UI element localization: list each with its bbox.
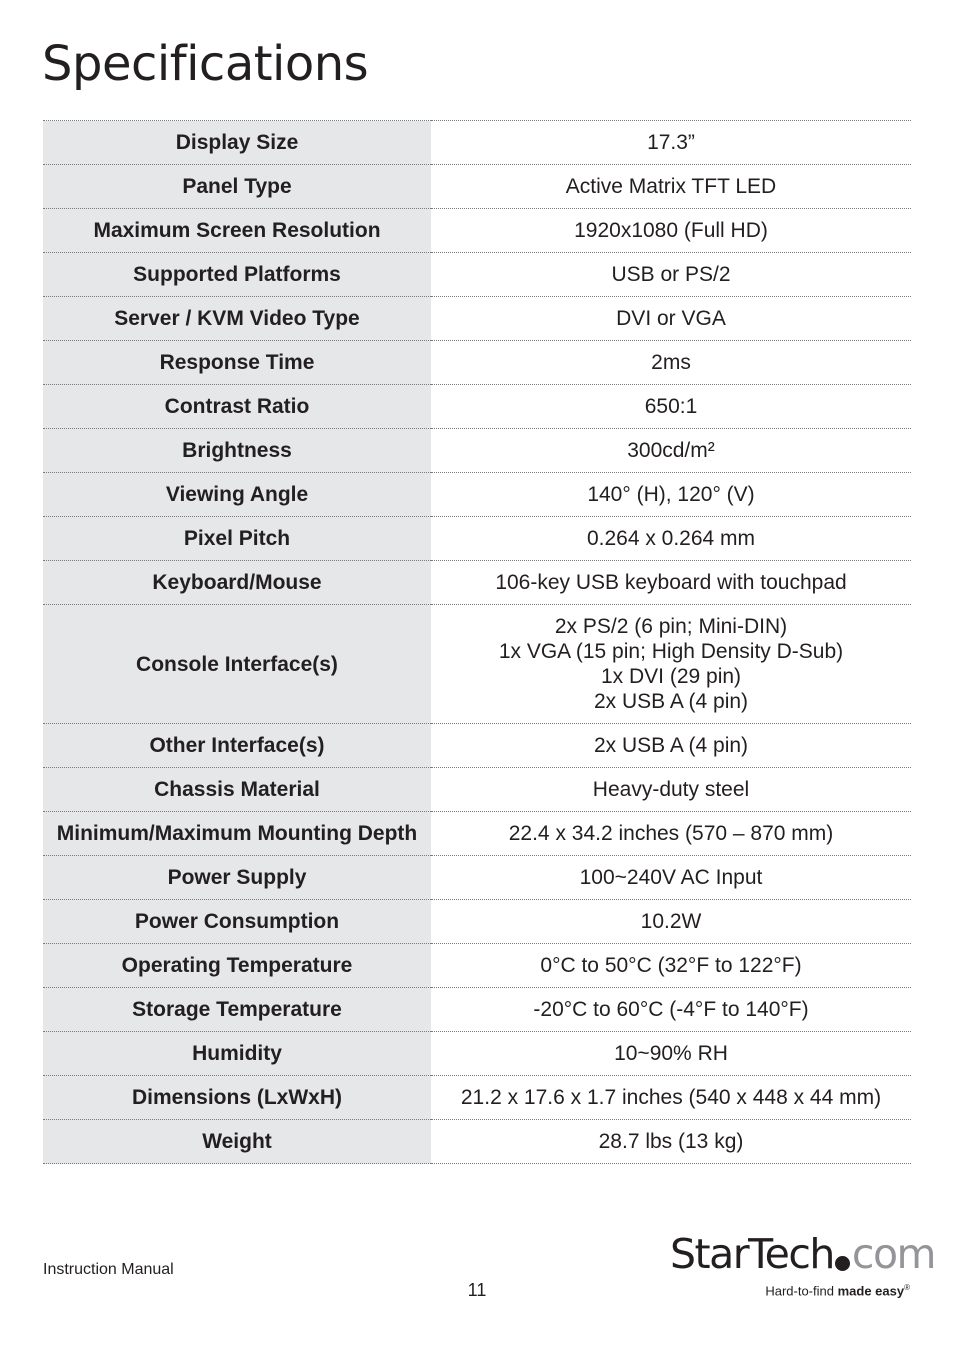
spec-value-line: 100~240V AC Input [579, 866, 763, 889]
tagline-regular: Hard-to-find [765, 1283, 834, 1299]
spec-value [431, 1120, 911, 1164]
spec-row [43, 1076, 911, 1120]
specifications-table-body [43, 121, 911, 1164]
spec-row [43, 297, 911, 341]
spec-value [431, 517, 911, 561]
spec-value-line: 106-key USB keyboard with touchpad [495, 571, 847, 594]
spec-row [43, 473, 911, 517]
spec-value-line: -20°C to 60°C (-4°F to 140°F) [533, 998, 809, 1021]
spec-value [431, 812, 911, 856]
spec-row [43, 812, 911, 856]
spec-value [431, 385, 911, 429]
spec-value [431, 900, 911, 944]
spec-label: Console Interface(s) [43, 605, 431, 724]
spec-row [43, 253, 911, 297]
spec-label: Chassis Material [43, 768, 431, 812]
spec-value [431, 429, 911, 473]
spec-row [43, 561, 911, 605]
spec-value-line: 1x VGA (15 pin; High Density D-Sub) [498, 640, 844, 663]
spec-value-line: 140° (H), 120° (V) [587, 483, 755, 506]
spec-label: Storage Temperature [43, 988, 431, 1032]
spec-value [431, 1032, 911, 1076]
spec-value-line: 0°C to 50°C (32°F to 122°F) [540, 954, 802, 977]
spec-label: Contrast Ratio [43, 385, 431, 429]
spec-row [43, 605, 911, 724]
spec-value-line: 650:1 [644, 395, 698, 418]
spec-label: Other Interface(s) [43, 724, 431, 768]
spec-row [43, 988, 911, 1032]
spec-row [43, 900, 911, 944]
spec-value-line: 2x USB A (4 pin) [593, 690, 749, 713]
spec-value-line: 1x DVI (29 pin) [600, 665, 742, 688]
spec-label: Minimum/Maximum Mounting Depth [43, 812, 431, 856]
spec-value [431, 605, 911, 724]
spec-label: Supported Platforms [43, 253, 431, 297]
startech-logo [670, 1230, 935, 1304]
spec-value-line: USB or PS/2 [611, 263, 731, 286]
tagline-bold: made easy [837, 1283, 905, 1299]
spec-value [431, 944, 911, 988]
logo-suffix: com [851, 1230, 935, 1278]
spec-value-line: Active Matrix TFT LED [565, 175, 777, 198]
spec-label: Operating Temperature [43, 944, 431, 988]
spec-label: Weight [43, 1120, 431, 1164]
spec-value [431, 724, 911, 768]
spec-label: Keyboard/Mouse [43, 561, 431, 605]
spec-value-line: 2ms [651, 351, 691, 374]
spec-value [431, 856, 911, 900]
spec-value [431, 341, 911, 385]
spec-label: Humidity [43, 1032, 431, 1076]
logo-wordmark [670, 1232, 935, 1276]
spec-label: Dimensions (LxWxH) [43, 1076, 431, 1120]
spec-value [431, 561, 911, 605]
spec-row [43, 429, 911, 473]
specifications-table [43, 120, 911, 1164]
spec-value-line: 21.2 x 17.6 x 1.7 inches (540 x 448 x 44 mm) [460, 1086, 882, 1109]
spec-value-line: 1920x1080 (Full HD) [574, 219, 768, 242]
spec-row [43, 165, 911, 209]
footer-document-label: Instruction Manual [43, 1261, 174, 1278]
spec-value-line: 10~90% RH [614, 1042, 728, 1065]
spec-value-line: 300cd/m² [627, 439, 715, 462]
spec-value [431, 988, 911, 1032]
spec-row [43, 1120, 911, 1164]
spec-value-line: Heavy-duty steel [592, 778, 750, 801]
spec-row [43, 1032, 911, 1076]
spec-row [43, 517, 911, 561]
spec-row [43, 341, 911, 385]
spec-value [431, 768, 911, 812]
spec-label: Pixel Pitch [43, 517, 431, 561]
spec-label: Response Time [43, 341, 431, 385]
spec-value-line: 2x USB A (4 pin) [593, 734, 749, 757]
spec-label: Power Supply [43, 856, 431, 900]
spec-label: Viewing Angle [43, 473, 431, 517]
spec-value [431, 1076, 911, 1120]
logo-name: StarTech [670, 1230, 834, 1278]
spec-row [43, 209, 911, 253]
spec-value-line: DVI or VGA [616, 307, 726, 330]
registered-mark: ® [904, 1283, 910, 1292]
page-number: 11 [467, 1280, 487, 1300]
spec-row [43, 944, 911, 988]
spec-value-line: 22.4 x 34.2 inches (570 – 870 mm) [508, 822, 834, 845]
spec-value [431, 209, 911, 253]
spec-value-line: 2x PS/2 (6 pin; Mini-DIN) [554, 615, 788, 638]
logo-dot-icon [835, 1256, 850, 1271]
spec-label: Display Size [43, 121, 431, 165]
spec-row [43, 121, 911, 165]
spec-label: Power Consumption [43, 900, 431, 944]
spec-row [43, 385, 911, 429]
spec-label: Maximum Screen Resolution [43, 209, 431, 253]
spec-value-line: 28.7 lbs (13 kg) [598, 1130, 744, 1153]
spec-label: Server / KVM Video Type [43, 297, 431, 341]
spec-row [43, 768, 911, 812]
spec-value-line: 0.264 x 0.264 mm [586, 527, 756, 550]
spec-row [43, 856, 911, 900]
spec-label: Brightness [43, 429, 431, 473]
spec-value [431, 253, 911, 297]
spec-value [431, 121, 911, 165]
page-title: Specifications [42, 36, 369, 92]
logo-tagline [765, 1283, 910, 1298]
spec-value-line: 17.3” [647, 131, 695, 154]
spec-row [43, 724, 911, 768]
spec-value [431, 473, 911, 517]
spec-value [431, 165, 911, 209]
spec-value-line: 10.2W [640, 910, 702, 933]
spec-label: Panel Type [43, 165, 431, 209]
spec-value [431, 297, 911, 341]
